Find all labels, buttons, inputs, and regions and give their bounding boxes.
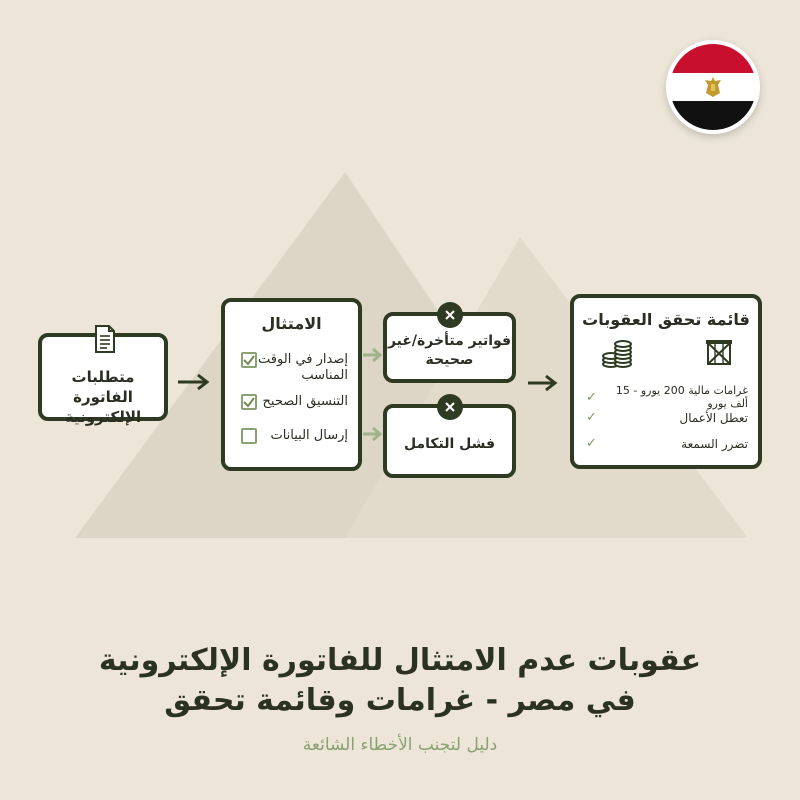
checkbox-checked-icon: [241, 394, 257, 410]
compliance-title: الامتثال: [261, 314, 322, 333]
check-icon: ✓: [586, 389, 597, 405]
requirements-box: [38, 333, 168, 426]
penalties-checklist-box: [570, 294, 762, 469]
integration-failure-label: فشل التكامل: [403, 436, 496, 452]
penalties-title: قائمة تحقق العقوبات: [582, 310, 750, 329]
eagle-icon: [702, 75, 724, 99]
checkbox-empty-icon: [241, 428, 257, 444]
closed-business-icon: [706, 340, 732, 366]
arrow-right-light-icon: [362, 425, 384, 443]
arrow-right-icon: [176, 372, 212, 392]
egypt-flag-icon: [666, 40, 760, 134]
checkbox-checked-icon: [241, 352, 257, 368]
requirements-label: متطلبات الفاتورة الإلكترونية: [64, 368, 142, 426]
x-circle-icon: [437, 394, 463, 420]
integration-failure-box: [383, 404, 516, 478]
page-subtitle: دليل لتجنب الأخطاء الشائعة: [302, 735, 498, 755]
coins-icon: [600, 338, 634, 370]
title-line-1: عقوبات عدم الامتثال للفاتورة الإلكترونية: [98, 643, 702, 678]
arrow-right-icon: [526, 373, 560, 393]
check-icon: ✓: [586, 410, 597, 425]
x-circle-icon: [437, 302, 463, 328]
compliance-item-format: التنسيق الصحيح: [235, 394, 348, 410]
penalty-item-reputation: ✓ تضرر السمعة: [586, 436, 748, 451]
page-title: [0, 641, 800, 721]
penalty-item-fines: ✓ غرامات مالية 200 يورو - 15 ألف يورو: [586, 384, 748, 410]
late-invoices-label: فواتير متأخرة/غير صحيحة: [387, 333, 512, 368]
arrow-right-light-icon: [362, 346, 384, 364]
compliance-item-timely: إصدار في الوقت المناسب: [235, 352, 348, 384]
document-icon: [94, 325, 116, 353]
title-line-2: في مصر - غرامات وقائمة تحقق: [164, 683, 636, 718]
check-icon: ✓: [586, 436, 597, 451]
penalty-item-disruption: ✓ تعطل الأعمال: [586, 410, 748, 425]
late-invoices-box: [383, 312, 516, 383]
compliance-item-data: إرسال البيانات: [235, 428, 348, 444]
compliance-box: [221, 298, 362, 471]
